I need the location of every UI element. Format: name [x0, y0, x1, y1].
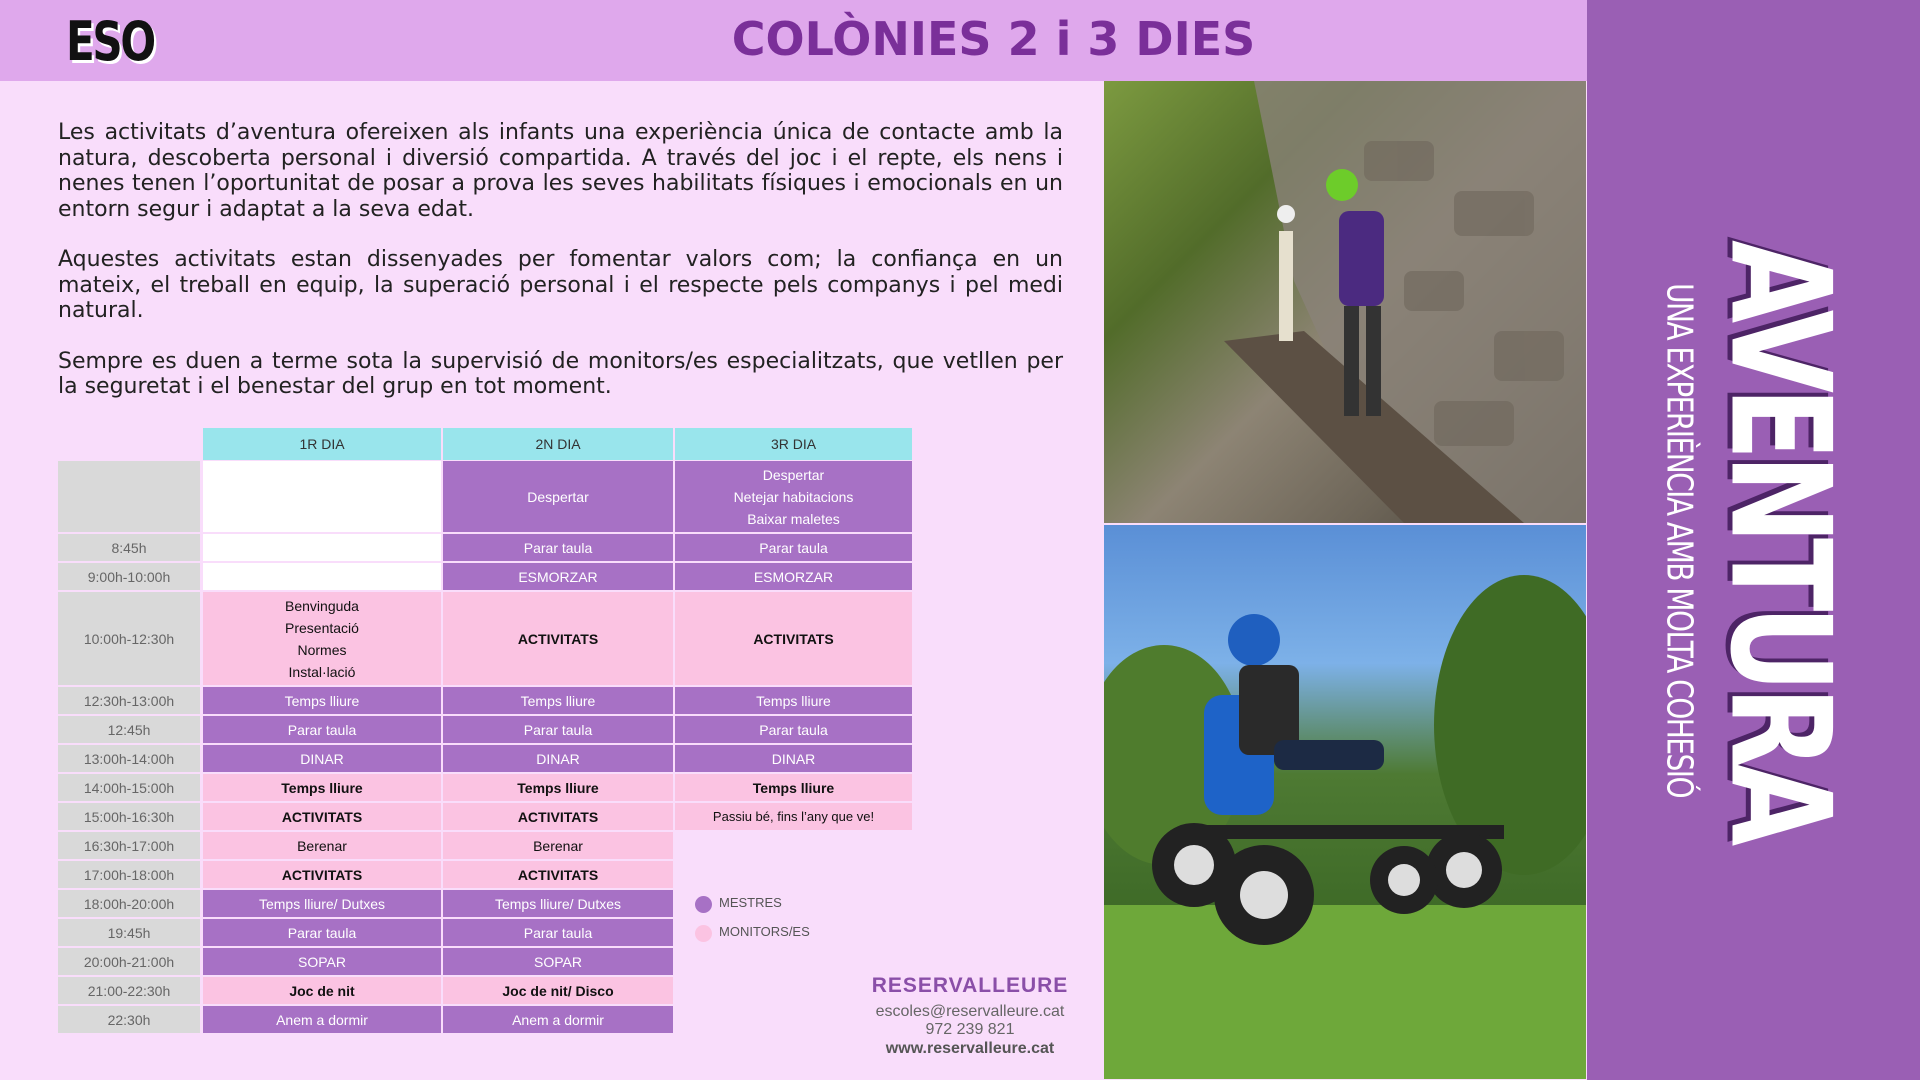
time-cell: 9:00h-10:00h [58, 563, 200, 590]
schedule-cell [203, 563, 441, 590]
legend-monitors-label: MONITORS/ES [719, 924, 810, 939]
intro-text [58, 120, 1063, 425]
schedule-cell: ACTIVITATS [443, 592, 673, 685]
schedule-cell: Temps lliure/ Dutxes [203, 890, 441, 917]
kart-scene-illustration [1104, 525, 1586, 1079]
eso-logo: ESO [66, 10, 154, 73]
time-cell: 15:00h-16:30h [58, 803, 200, 830]
schedule-cell: Temps lliure [443, 687, 673, 714]
time-cell: 22:30h [58, 1006, 200, 1033]
schedule-cell: Parar taula [443, 534, 673, 561]
sidebar-vertical-text [1658, 155, 1861, 924]
intro-paragraph-1: Les activitats d’aventura ofereixen als infants una experiència única de contacte amb la natura, descoberta personal i diversió compartida. A través del joc i el repte, els nens i nenes tenen l’oportunitat de posar a prova les seves habilitats físiques i emocionals en un entorn segur i adaptat a la seva edat. [58, 120, 1063, 222]
legend-monitors-dot [695, 925, 712, 942]
photo-go-kart [1104, 525, 1586, 1079]
time-cell [58, 461, 200, 532]
schedule-cell: Parar taula [443, 716, 673, 743]
climbing-scene-illustration [1104, 81, 1586, 523]
time-cell: 21:00-22:30h [58, 977, 200, 1004]
schedule-cell: Temps lliure [675, 774, 912, 801]
schedule-cell: Parar taula [203, 716, 441, 743]
schedule-cell: Anem a dormir [203, 1006, 441, 1033]
schedule-cell: Berenar [203, 832, 441, 859]
schedule-cell: DINAR [675, 745, 912, 772]
schedule-cell: ACTIVITATS [443, 861, 673, 888]
schedule-cell: Joc de nit [203, 977, 441, 1004]
schedule-cell: SOPAR [443, 948, 673, 975]
contact-website: www.reservalleure.cat [885, 1040, 1055, 1057]
schedule-cell [203, 534, 441, 561]
schedule-cell: Despertar [443, 461, 673, 532]
schedule-cell: Joc de nit/ Disco [443, 977, 673, 1004]
photo-via-ferrata [1104, 81, 1586, 523]
schedule-cell: SOPAR [203, 948, 441, 975]
intro-paragraph-2: Aquestes activitats estan dissenyades per fomentar valors com; la confiança en un mateix, el treball en equip, la superació personal i el respecte pels companys i pel medi natural. [58, 247, 1063, 323]
day-header: 1R DIA [203, 428, 441, 460]
schedule-cell: Parar taula [443, 919, 673, 946]
schedule-cell: Benvinguda Presentació Normes Instal·lació [203, 592, 441, 685]
schedule-cell: ACTIVITATS [675, 592, 912, 685]
contact-phone: 972 239 821 [925, 1021, 1015, 1038]
schedule-cell: Temps lliure [203, 687, 441, 714]
schedule-cell: Temps lliure [203, 774, 441, 801]
day-header: 2N DIA [443, 428, 673, 460]
schedule-cell: ESMORZAR [443, 563, 673, 590]
schedule-cell: DINAR [203, 745, 441, 772]
schedule-cell: ESMORZAR [675, 563, 912, 590]
schedule-cell: Berenar [443, 832, 673, 859]
schedule-cell: Temps lliure/ Dutxes [443, 890, 673, 917]
legend-mestres-label: MESTRES [719, 895, 782, 910]
brand-name: RESERVALLEURE [871, 974, 1069, 997]
time-cell: 8:45h [58, 534, 200, 561]
schedule-cell: ACTIVITATS [203, 861, 441, 888]
day-header: 3R DIA [675, 428, 912, 460]
time-cell: 20:00h-21:00h [58, 948, 200, 975]
schedule-cell: Parar taula [203, 919, 441, 946]
schedule-cell: Parar taula [675, 534, 912, 561]
legend-mestres-dot [695, 896, 712, 913]
sidebar-title: AVENTURA [1699, 239, 1861, 841]
schedule-cell: Anem a dormir [443, 1006, 673, 1033]
time-cell: 13:00h-14:00h [58, 745, 200, 772]
time-cell: 12:30h-13:00h [58, 687, 200, 714]
schedule-cell: Passiu bé, fins l’any que ve! [675, 803, 912, 830]
time-cell: 14:00h-15:00h [58, 774, 200, 801]
schedule-cell: Parar taula [675, 716, 912, 743]
schedule-cell: ACTIVITATS [203, 803, 441, 830]
time-cell: 17:00h-18:00h [58, 861, 200, 888]
time-cell: 19:45h [58, 919, 200, 946]
schedule-cell: ACTIVITATS [443, 803, 673, 830]
time-cell: 18:00h-20:00h [58, 890, 200, 917]
schedule-cell: DINAR [443, 745, 673, 772]
time-cell: 12:45h [58, 716, 200, 743]
contact-email: escoles@reservalleure.cat [875, 1003, 1065, 1020]
schedule-cell: Temps lliure [443, 774, 673, 801]
schedule-cell [203, 461, 441, 532]
intro-paragraph-3: Sempre es duen a terme sota la supervisió de monitors/es especialitzats, que vetllen per la seguretat i el benestar del grup en tot moment. [58, 348, 1063, 399]
time-cell: 10:00h-12:30h [58, 592, 200, 685]
sidebar-subtitle: UNA EXPERIÈNCIA AMB MOLTA COHESIÓ [1658, 282, 1700, 798]
schedule-cell: Temps lliure [675, 687, 912, 714]
page-title: COLÒNIES 2 i 3 DIES [731, 12, 1256, 66]
time-cell: 16:30h-17:00h [58, 832, 200, 859]
schedule-cell: Despertar Netejar habitacions Baixar maletes [675, 461, 912, 532]
